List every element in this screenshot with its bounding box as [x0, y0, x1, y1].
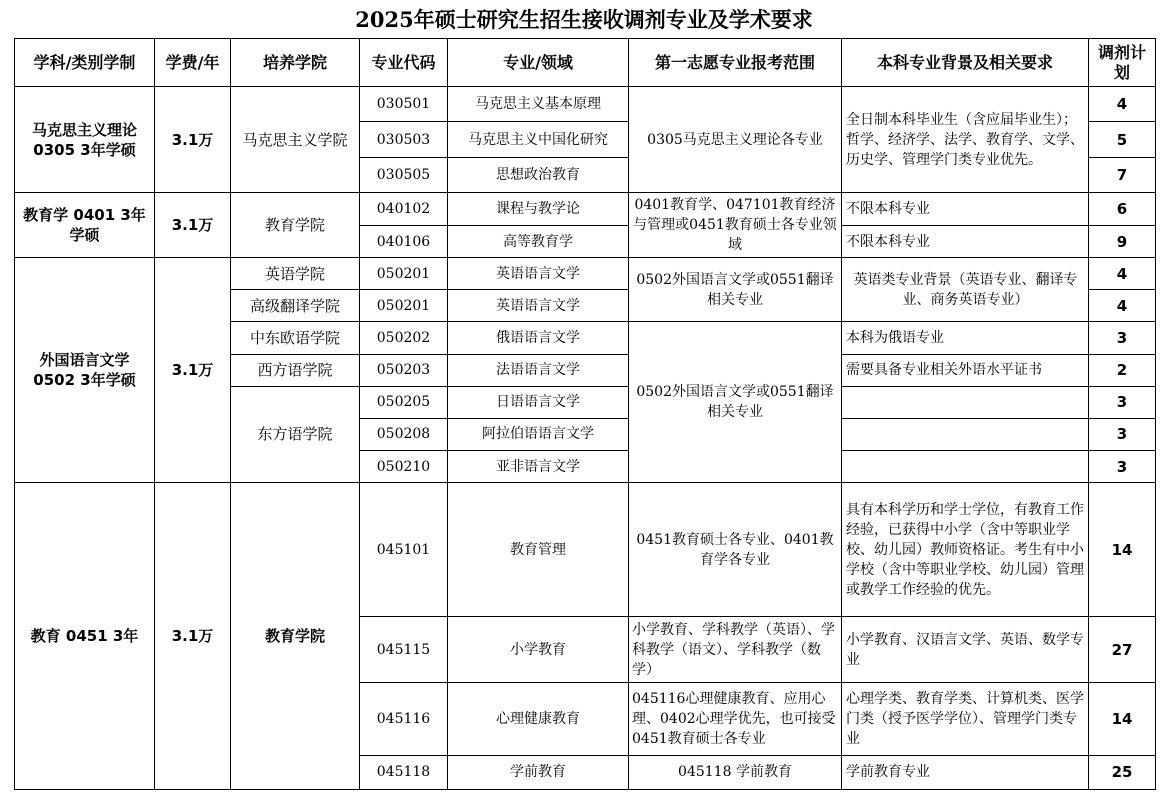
major-cell: 阿拉伯语语言文学: [448, 418, 629, 450]
scope-cell: 0451教育硕士各专业、0401教育学各专业: [629, 483, 842, 617]
fee-cell: 3.1万: [155, 87, 231, 193]
requirements-cell: 小学教育、汉语言文学、英语、数学专业: [842, 616, 1089, 682]
plan-cell: 2: [1089, 354, 1156, 386]
fee-cell: 3.1万: [155, 483, 231, 790]
table-row: [15, 192, 1156, 225]
requirements-cell: 不限本科专业: [842, 192, 1089, 225]
requirements-cell: 需要具备专业相关外语水平证书: [842, 354, 1089, 386]
major-cell: 马克思主义基本原理: [448, 87, 629, 122]
code-cell: 050208: [360, 418, 448, 450]
table-row: [15, 258, 1156, 290]
plan-cell: 5: [1089, 122, 1156, 157]
requirements-cell: 全日制本科毕业生（含应届毕业生）；哲学、经济学、法学、教育学、文学、历史学、管理学门类专业优先。: [842, 87, 1089, 193]
plan-cell: 3: [1089, 451, 1156, 483]
code-cell: 050205: [360, 386, 448, 418]
header-plan: 调剂计划: [1089, 39, 1156, 87]
major-cell: 课程与教学论: [448, 192, 629, 225]
subject-cell: 教育学 0401 3年学硕: [15, 192, 155, 257]
code-cell: 050203: [360, 354, 448, 386]
header-college: 培养学院: [231, 39, 360, 87]
plan-cell: 6: [1089, 192, 1156, 225]
major-cell: 英语语言文学: [448, 290, 629, 322]
fee-cell: 3.1万: [155, 258, 231, 483]
major-cell: 学前教育: [448, 755, 629, 789]
code-cell: 030503: [360, 122, 448, 157]
requirements-cell: 不限本科专业: [842, 225, 1089, 257]
plan-cell: 3: [1089, 386, 1156, 418]
header-requirements: 本科专业背景及相关要求: [842, 39, 1089, 87]
document-title: 2025年硕士研究生招生接收调剂专业及学术要求: [355, 7, 813, 32]
major-cell: 日语语言文学: [448, 386, 629, 418]
requirements-cell: 学前教育专业: [842, 755, 1089, 789]
major-cell: 俄语语言文学: [448, 322, 629, 354]
requirements-cell-empty: [842, 418, 1089, 450]
requirements-cell: 英语类专业背景（英语专业、翻译专业、商务英语专业）: [842, 258, 1089, 322]
fee-cell: 3.1万: [155, 192, 231, 257]
plan-cell: 14: [1089, 483, 1156, 617]
code-cell: 050201: [360, 290, 448, 322]
code-cell: 030505: [360, 157, 448, 192]
major-cell: 英语语言文学: [448, 258, 629, 290]
code-cell: 050210: [360, 451, 448, 483]
subject-cell: 外国语言文学 0502 3年学硕: [15, 258, 155, 483]
plan-cell: 7: [1089, 157, 1156, 192]
plan-cell: 14: [1089, 683, 1156, 755]
major-cell: 高等教育学: [448, 225, 629, 257]
header-code: 专业代码: [360, 39, 448, 87]
header-scope: 第一志愿专业报考范围: [629, 39, 842, 87]
requirements-cell: 本科为俄语专业: [842, 322, 1089, 354]
scope-cell: 0502外国语言文学或0551翻译相关专业: [629, 258, 842, 322]
plan-cell: 4: [1089, 87, 1156, 122]
subject-cell: 教育 0451 3年: [15, 483, 155, 790]
major-cell: 思想政治教育: [448, 157, 629, 192]
college-cell: 东方语学院: [231, 386, 360, 482]
code-cell: 045101: [360, 483, 448, 617]
plan-cell: 9: [1089, 225, 1156, 257]
adjustment-table: [14, 38, 1156, 790]
scope-cell: 0502外国语言文学或0551翻译相关专业: [629, 322, 842, 483]
college-cell: 西方语学院: [231, 354, 360, 386]
college-cell: 马克思主义学院: [231, 87, 360, 193]
major-cell: 马克思主义中国化研究: [448, 122, 629, 157]
college-cell: 英语学院: [231, 258, 360, 290]
scope-cell: 0305马克思主义理论各专业: [629, 87, 842, 193]
plan-cell: 3: [1089, 322, 1156, 354]
table-row: [15, 483, 1156, 617]
major-cell: 教育管理: [448, 483, 629, 617]
header-major: 专业/领域: [448, 39, 629, 87]
college-cell: 教育学院: [231, 192, 360, 257]
major-cell: 法语语言文学: [448, 354, 629, 386]
header-row: [15, 39, 1156, 87]
code-cell: 040106: [360, 225, 448, 257]
major-cell: 亚非语言文学: [448, 451, 629, 483]
plan-cell: 4: [1089, 258, 1156, 290]
subject-cell: 马克思主义理论 0305 3年学硕: [15, 87, 155, 193]
code-cell: 040102: [360, 192, 448, 225]
major-cell: 小学教育: [448, 616, 629, 682]
major-cell: 心理健康教育: [448, 683, 629, 755]
code-cell: 045116: [360, 683, 448, 755]
code-cell: 030501: [360, 87, 448, 122]
header-fee: 学费/年: [155, 39, 231, 87]
college-cell: 中东欧语学院: [231, 322, 360, 354]
requirements-cell: 心理学类、教育学类、计算机类、医学门类（授予医学学位）、管理学门类专业: [842, 683, 1089, 755]
college-cell: 高级翻译学院: [231, 290, 360, 322]
scope-cell: 0401教育学、047101教育经济与管理或0451教育硕士各专业领域: [629, 192, 842, 257]
requirements-cell-empty: [842, 386, 1089, 418]
header-subject: 学科/类别学制: [15, 39, 155, 87]
scope-cell: 小学教育、学科教学（英语）、学科教学（语文）、学科教学（数学）: [629, 616, 842, 682]
table-row: [15, 87, 1156, 122]
code-cell: 045118: [360, 755, 448, 789]
college-cell: 教育学院: [231, 483, 360, 790]
scope-cell: 045118 学前教育: [629, 755, 842, 789]
requirements-cell-empty: [842, 451, 1089, 483]
plan-cell: 27: [1089, 616, 1156, 682]
plan-cell: 4: [1089, 290, 1156, 322]
plan-cell: 25: [1089, 755, 1156, 789]
scope-cell: 045116心理健康教育、应用心理、0402心理学优先，也可接受0451教育硕士各专业: [629, 683, 842, 755]
code-cell: 045115: [360, 616, 448, 682]
code-cell: 050202: [360, 322, 448, 354]
code-cell: 050201: [360, 258, 448, 290]
plan-cell: 3: [1089, 418, 1156, 450]
requirements-cell: 具有本科学历和学士学位，有教育工作经验，已获得中小学（含中等职业学校、幼儿园）教师资格证。考生有中小学校（含中等职业学校、幼儿园）管理或教学工作经验的优先。: [842, 483, 1089, 617]
